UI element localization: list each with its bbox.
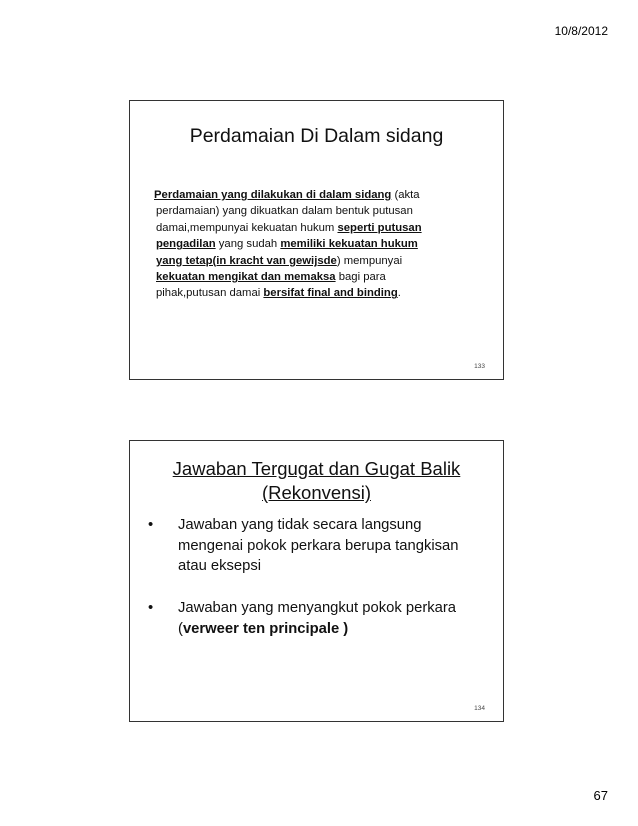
slide-number: 133 <box>474 363 485 370</box>
text-segment: ) mempunyai <box>336 254 403 267</box>
text-segment: ( <box>178 620 183 637</box>
slide-body <box>156 187 485 302</box>
text-line <box>156 269 485 285</box>
text-line <box>178 598 493 619</box>
text-segment: damai,mempunyai kekuatan hukum <box>156 221 338 234</box>
bullet-item <box>148 515 493 577</box>
text-segment: seperti putusan <box>337 221 422 234</box>
slide-number: 134 <box>474 705 485 712</box>
text-line <box>178 619 493 640</box>
text-segment: perdamaian) yang dikuatkan dalam bentuk putusan <box>156 205 413 218</box>
text-line <box>156 253 485 269</box>
text-segment: pihak,putusan damai <box>156 287 264 300</box>
bullet-item <box>148 598 493 639</box>
slide-title-line-2: (Rekonvensi) <box>262 482 371 503</box>
text-segment: yang sudah <box>215 238 281 251</box>
text-segment: yang tetap(in kracht van gewijsde <box>156 254 337 267</box>
slide-133 <box>129 100 504 380</box>
text-line <box>178 515 493 536</box>
slide-title <box>130 457 503 505</box>
text-segment: bersifat final and binding <box>263 287 398 300</box>
text-segment: kekuatan mengikat dan memaksa <box>156 271 336 284</box>
bullet-dot: • <box>148 600 154 616</box>
text-segment: mengenai pokok perkara berupa tangkisan <box>178 537 459 554</box>
text-segment: bagi para <box>335 271 386 284</box>
text-segment: . <box>397 287 401 300</box>
bullet-text <box>178 515 493 577</box>
text-line <box>156 285 485 301</box>
text-segment: Perdamaian yang dilakukan di dalam sidang <box>154 189 392 201</box>
text-segment: Jawaban yang menyangkut pokok perkara <box>178 600 457 616</box>
text-segment: Jawaban yang tidak secara langsung <box>178 517 422 533</box>
bullet-text <box>178 598 493 639</box>
slide-134 <box>129 440 504 722</box>
text-segment: verweer ten principale ) <box>182 620 349 637</box>
text-segment: atau eksepsi <box>178 558 262 574</box>
slide-title: Perdamaian Di Dalam sidang <box>189 125 444 147</box>
page-date: 10/8/2012 <box>554 24 608 38</box>
page-number: 67 <box>593 788 608 803</box>
slide-title-line-1: Jawaban Tergugat dan Gugat Balik <box>172 458 461 479</box>
text-segment: pengadilan <box>156 238 216 251</box>
text-line <box>156 236 485 252</box>
text-segment: memiliki kekuatan hukum <box>280 238 418 251</box>
text-line <box>178 556 493 577</box>
text-line <box>156 220 485 236</box>
text-line <box>156 203 485 219</box>
text-segment: (akta <box>391 189 420 201</box>
bullet-dot: • <box>148 517 154 533</box>
text-line <box>178 536 493 557</box>
text-line <box>154 187 485 203</box>
